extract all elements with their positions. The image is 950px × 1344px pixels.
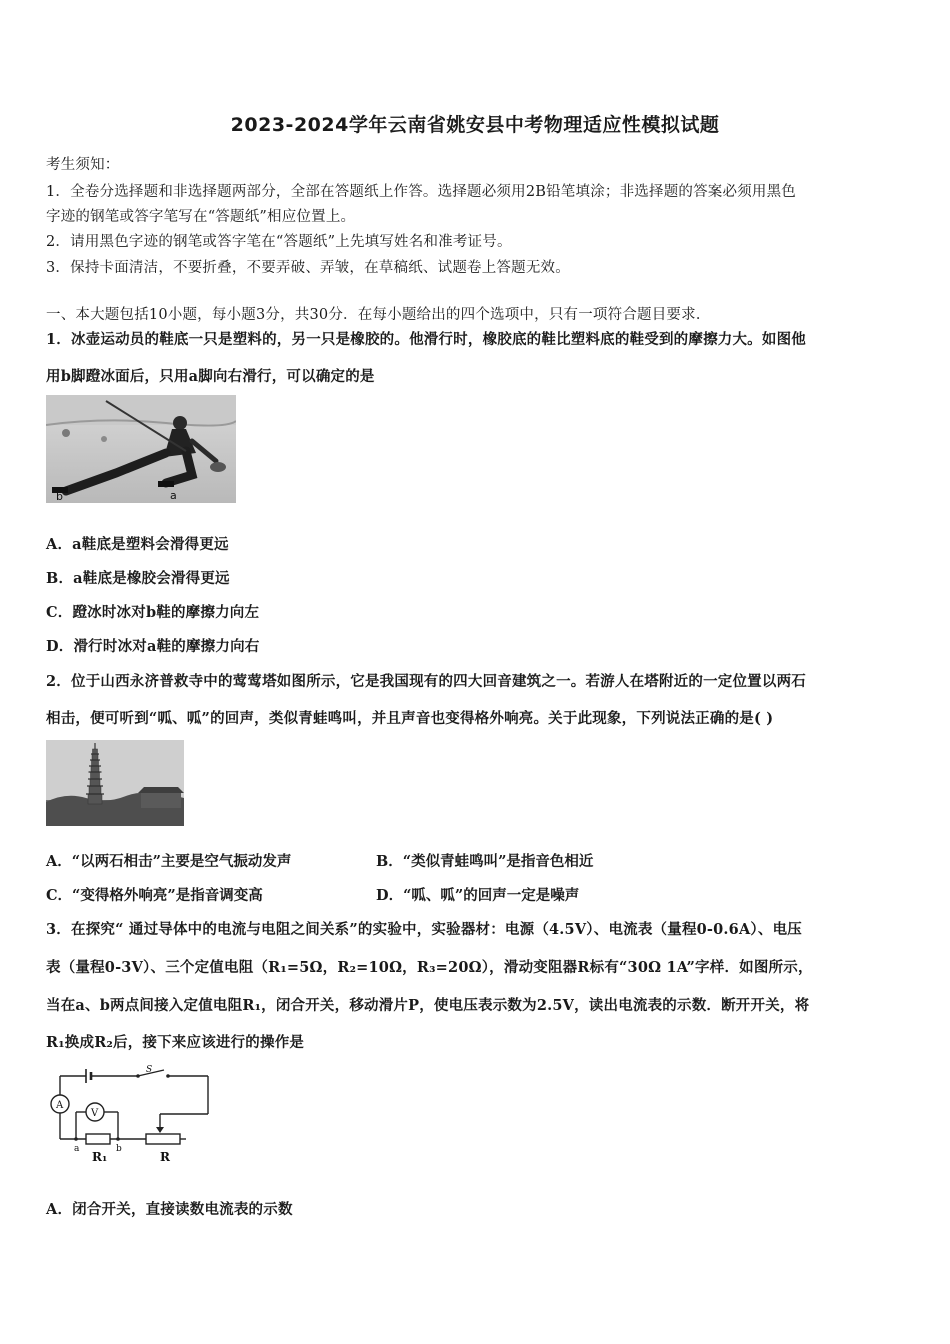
q3-stem-line4: R₁换成R₂后，接下来应该进行的操作是 — [46, 1034, 305, 1051]
q1-stem-line1: 1．冰壶运动员的鞋底一只是塑料的，另一只是橡胶的。他滑行时，橡胶底的鞋比塑料底的鞋受到的摩擦力大。如图他 — [46, 331, 806, 348]
notice-item: 2．请用黑色字迹的钢笔或答字笔在“答题纸”上先填写姓名和准考证号。 — [46, 234, 512, 250]
q2-stem-line2: 相击，便可听到“呱、呱”的回声，类似青蛙鸣叫，并且声音也变得格外响亮。关于此现象，下列说法正确的是( ) — [46, 710, 774, 727]
switch-label: S — [146, 1065, 153, 1075]
curling-photo — [46, 395, 236, 503]
fig-label-b: b — [56, 490, 63, 503]
r1-label: R₁ — [92, 1150, 108, 1164]
q1-stem-line2: 用b脚蹬冰面后，只用a脚向右滑行，可以确定的是 — [46, 368, 375, 385]
section-heading: 一、本大题包括10小题，每小题3分，共30分．在每小题给出的四个选项中，只有一项符合题目要求． — [46, 307, 711, 323]
q1-option-b: B．a鞋底是橡胶会滑得更远 — [46, 570, 230, 587]
page-title: 2023-2024学年云南省姚安县中考物理适应性模拟试题 — [230, 114, 720, 136]
q2-option-d: D．“呱、呱”的回声一定是噪声 — [376, 887, 580, 904]
fig-label-a: a — [170, 489, 177, 502]
q1-option-d: D．滑行时冰对a鞋的摩擦力向右 — [46, 638, 260, 655]
notice-item: 1．全卷分选择题和非选择题两部分，全部在答题纸上作答。选择题必须用2B铅笔填涂；非选择题的答案必须用黑色 — [46, 184, 797, 200]
q1-option-c: C．蹬冰时冰对b鞋的摩擦力向左 — [46, 604, 260, 621]
q2-option-a: A．“以两石相击”主要是空气振动发声 — [46, 853, 292, 870]
pagoda-photo — [46, 740, 184, 826]
q3-stem-line1: 3．在探究“ 通过导体中的电流与电阻之间关系”的实验中，实验器材：电源（4.5V）、电流表（量程0-0.6A）、电压 — [46, 921, 802, 938]
r-label: R — [160, 1150, 170, 1164]
q2-option-b: B．“类似青蛙鸣叫”是指音色相近 — [376, 853, 594, 870]
q2-stem-line1: 2．位于山西永济普救寺中的莺莺塔如图所示，它是我国现有的四大回音建筑之一。若游人在塔附近的一定位置以两石 — [46, 673, 806, 690]
q3-option-a: A．闭合开关，直接读数电流表的示数 — [46, 1201, 293, 1218]
node-a-label: a — [74, 1144, 80, 1154]
node-b-label: b — [116, 1144, 122, 1154]
q3-stem-line2: 表（量程0-3V）、三个定值电阻（R₁=5Ω，R₂=10Ω，R₃=20Ω），滑动变阻器R标有“30Ω 1A”字样．如图所示， — [46, 959, 813, 976]
notice-item: 字迹的钢笔或答字笔写在“答题纸”相应位置上。 — [46, 209, 356, 225]
voltmeter-label: V — [91, 1108, 99, 1119]
q1-option-a: A．a鞋底是塑料会滑得更远 — [46, 536, 229, 553]
q3-stem-line3: 当在a、b两点间接入定值电阻R₁，闭合开关，移动滑片P，使电压表示数为2.5V，读出电流表的示数．断开开关，将 — [46, 997, 810, 1014]
notice-item: 3．保持卡面清洁，不要折叠，不要弄破、弄皱，在草稿纸、试题卷上答题无效。 — [46, 260, 570, 276]
circuit-diagram — [46, 1064, 216, 1166]
ammeter-label: A — [56, 1100, 64, 1111]
q2-option-c: C．“变得格外响亮”是指音调变高 — [46, 887, 263, 904]
notice-heading: 考生须知： — [46, 157, 120, 173]
